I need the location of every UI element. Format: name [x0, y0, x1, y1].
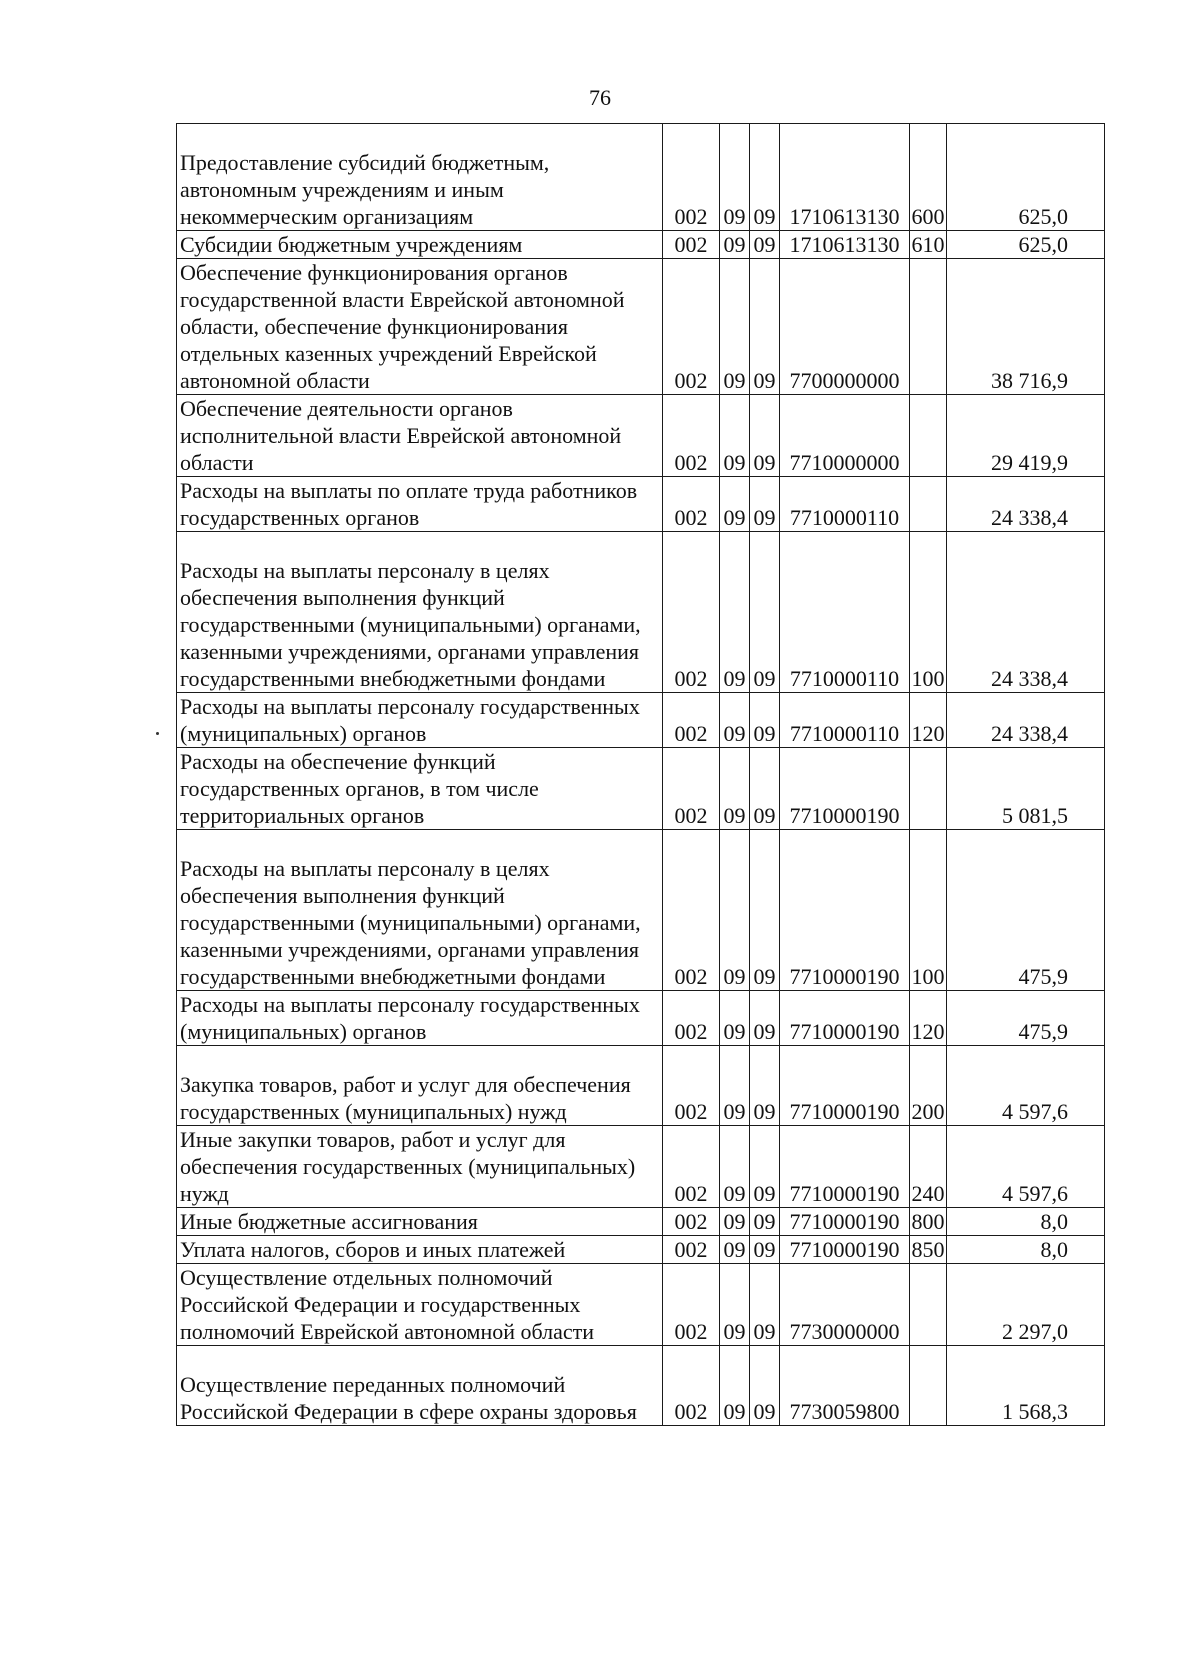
row-ved: 002 — [663, 395, 720, 477]
row-expense-type — [910, 748, 947, 830]
row-section: 09 — [720, 1264, 750, 1346]
row-subsection: 09 — [750, 1126, 780, 1208]
row-ved: 002 — [663, 991, 720, 1046]
row-amount: 475,9 — [947, 991, 1105, 1046]
row-target-code: 7710000190 — [780, 830, 910, 991]
row-expense-type: 100 — [910, 830, 947, 991]
row-section: 09 — [720, 532, 750, 693]
row-name: Иные бюджетные ассигнования — [177, 1208, 663, 1236]
table-row — [177, 1264, 1105, 1346]
row-name: Расходы на выплаты персоналу государственных (муниципальных) органов — [177, 991, 663, 1046]
row-section: 09 — [720, 477, 750, 532]
table-row — [177, 259, 1105, 395]
row-name: Расходы на выплаты персоналу государственных (муниципальных) органов — [177, 693, 663, 748]
row-expense-type — [910, 1346, 947, 1426]
row-ved: 002 — [663, 693, 720, 748]
row-target-code: 7710000110 — [780, 532, 910, 693]
row-target-code: 7710000000 — [780, 395, 910, 477]
row-target-code: 7710000190 — [780, 991, 910, 1046]
row-expense-type: 200 — [910, 1046, 947, 1126]
row-ved: 002 — [663, 231, 720, 259]
row-ved: 002 — [663, 477, 720, 532]
row-amount: 2 297,0 — [947, 1264, 1105, 1346]
row-subsection: 09 — [750, 1046, 780, 1126]
row-name: Закупка товаров, работ и услуг для обеспечения государственных (муниципальных) нужд — [177, 1046, 663, 1126]
row-name: Расходы на выплаты по оплате труда работников государственных органов — [177, 477, 663, 532]
row-expense-type: 600 — [910, 124, 947, 231]
row-expense-type: 120 — [910, 991, 947, 1046]
row-expense-type — [910, 1264, 947, 1346]
row-target-code: 7700000000 — [780, 259, 910, 395]
row-subsection: 09 — [750, 532, 780, 693]
row-ved: 002 — [663, 1046, 720, 1126]
table-row — [177, 1046, 1105, 1126]
row-expense-type — [910, 395, 947, 477]
row-expense-type: 850 — [911, 1237, 945, 1262]
row-amount: 4 597,6 — [947, 1046, 1105, 1126]
row-section: 09 — [720, 1346, 750, 1426]
row-subsection: 09 — [750, 748, 780, 830]
row-ved: 002 — [663, 748, 720, 830]
row-subsection: 09 — [750, 477, 780, 532]
row-amount: 625,0 — [947, 231, 1105, 259]
row-expense-type: 240 — [910, 1126, 947, 1208]
row-ved: 002 — [663, 532, 720, 693]
row-amount: 24 338,4 — [947, 532, 1105, 693]
row-section: 09 — [720, 693, 750, 748]
table-row — [177, 830, 1105, 991]
row-target-code: 7710000190 — [780, 748, 910, 830]
row-expense-type: 100 — [910, 532, 947, 693]
row-name: Расходы на выплаты персоналу в целях обеспечения выполнения функций государственными (муниципальными) органами, казенными учреждениями, органами управления государственными внебюджетными фондами — [177, 830, 663, 991]
row-expense-type — [910, 259, 947, 395]
page-number: 76 — [589, 85, 611, 110]
row-ved: 002 — [663, 1208, 720, 1236]
row-target-code: 7710000190 — [780, 1236, 910, 1264]
row-subsection: 09 — [750, 1208, 780, 1236]
row-name: Осуществление отдельных полномочий Российской Федерации и государственных полномочий Еврейской автономной области — [177, 1264, 663, 1346]
row-target-code: 7710000110 — [780, 693, 910, 748]
table-row — [177, 124, 1105, 231]
budget-table-body — [177, 124, 1105, 1426]
row-expense-type — [910, 477, 947, 532]
row-amount: 475,9 — [947, 830, 1105, 991]
row-target-code: 7710000190 — [780, 1046, 910, 1126]
row-name: Осуществление переданных полномочий Российской Федерации в сфере охраны здоровья — [177, 1346, 663, 1426]
row-section: 09 — [720, 259, 750, 395]
row-name: Предоставление субсидий бюджетным, автономным учреждениям и иным некоммерческим организациям — [177, 124, 663, 231]
row-amount: 4 597,6 — [947, 1126, 1105, 1208]
row-amount: 5 081,5 — [947, 748, 1105, 830]
row-subsection: 09 — [750, 231, 780, 259]
row-section: 09 — [720, 1126, 750, 1208]
row-amount: 38 716,9 — [947, 259, 1105, 395]
row-section: 09 — [720, 1236, 750, 1264]
table-row — [177, 395, 1105, 477]
table-row — [177, 1126, 1105, 1208]
table-row — [177, 748, 1105, 830]
row-amount: 24 338,4 — [947, 693, 1105, 748]
row-target-code: 7710000190 — [780, 1126, 910, 1208]
row-name: Расходы на обеспечение функций государственных органов, в том числе территориальных органов — [177, 748, 663, 830]
row-section: 09 — [720, 991, 750, 1046]
row-target-code: 1710613130 — [780, 124, 910, 231]
row-ved: 002 — [663, 1236, 720, 1264]
row-section: 09 — [720, 1046, 750, 1126]
table-row — [177, 1346, 1105, 1426]
row-section: 09 — [720, 830, 750, 991]
table-row — [177, 1236, 1105, 1264]
row-name: Субсидии бюджетным учреждениям — [177, 231, 663, 259]
row-subsection: 09 — [750, 830, 780, 991]
row-subsection: 09 — [750, 1236, 780, 1264]
row-subsection: 09 — [750, 1346, 780, 1426]
row-section: 09 — [720, 395, 750, 477]
budget-table — [176, 123, 1105, 1426]
table-row — [177, 477, 1105, 532]
row-name: Расходы на выплаты персоналу в целях обеспечения выполнения функций государственными (муниципальными) органами, казенными учреждениями, органами управления государственными внебюджетными фондами — [177, 532, 663, 693]
row-ved: 002 — [663, 1346, 720, 1426]
table-row — [177, 231, 1105, 259]
row-name: Уплата налогов, сборов и иных платежей — [177, 1236, 663, 1264]
row-subsection: 09 — [750, 693, 780, 748]
table-row — [177, 532, 1105, 693]
row-name: Обеспечение функционирования органов государственной власти Еврейской автономной области, обеспечение функционирования отдельных казенных учреждений Еврейской автономной области — [177, 259, 663, 395]
row-expense-type: 800 — [911, 1209, 945, 1234]
row-section: 09 — [720, 748, 750, 830]
row-amount: 1 568,3 — [947, 1346, 1105, 1426]
row-ved: 002 — [663, 1264, 720, 1346]
row-ved: 002 — [663, 830, 720, 991]
row-target-code: 7710000110 — [780, 477, 910, 532]
table-row — [177, 693, 1105, 748]
row-expense-type: 120 — [910, 693, 947, 748]
row-name: Иные закупки товаров, работ и услуг для обеспечения государственных (муниципальных) нужд — [177, 1126, 663, 1208]
scan-speck — [156, 732, 159, 735]
row-expense-type: 610 — [911, 232, 945, 257]
row-amount: 8,0 — [947, 1236, 1105, 1264]
row-subsection: 09 — [750, 124, 780, 231]
row-section: 09 — [720, 124, 750, 231]
row-target-code: 7710000190 — [780, 1208, 910, 1236]
row-subsection: 09 — [750, 1264, 780, 1346]
row-amount: 625,0 — [947, 124, 1105, 231]
table-row — [177, 991, 1105, 1046]
table-row — [177, 1208, 1105, 1236]
row-ved: 002 — [663, 1126, 720, 1208]
row-target-code: 7730000000 — [780, 1264, 910, 1346]
row-subsection: 09 — [750, 259, 780, 395]
row-amount: 24 338,4 — [947, 477, 1105, 532]
row-ved: 002 — [663, 124, 720, 231]
row-amount: 8,0 — [947, 1208, 1105, 1236]
row-section: 09 — [720, 1208, 750, 1236]
row-subsection: 09 — [750, 991, 780, 1046]
row-name: Обеспечение деятельности органов исполнительной власти Еврейской автономной области — [177, 395, 663, 477]
row-subsection: 09 — [750, 395, 780, 477]
row-target-code: 7730059800 — [780, 1346, 910, 1426]
row-target-code: 1710613130 — [780, 231, 910, 259]
row-ved: 002 — [663, 259, 720, 395]
row-section: 09 — [720, 231, 750, 259]
row-amount: 29 419,9 — [947, 395, 1105, 477]
